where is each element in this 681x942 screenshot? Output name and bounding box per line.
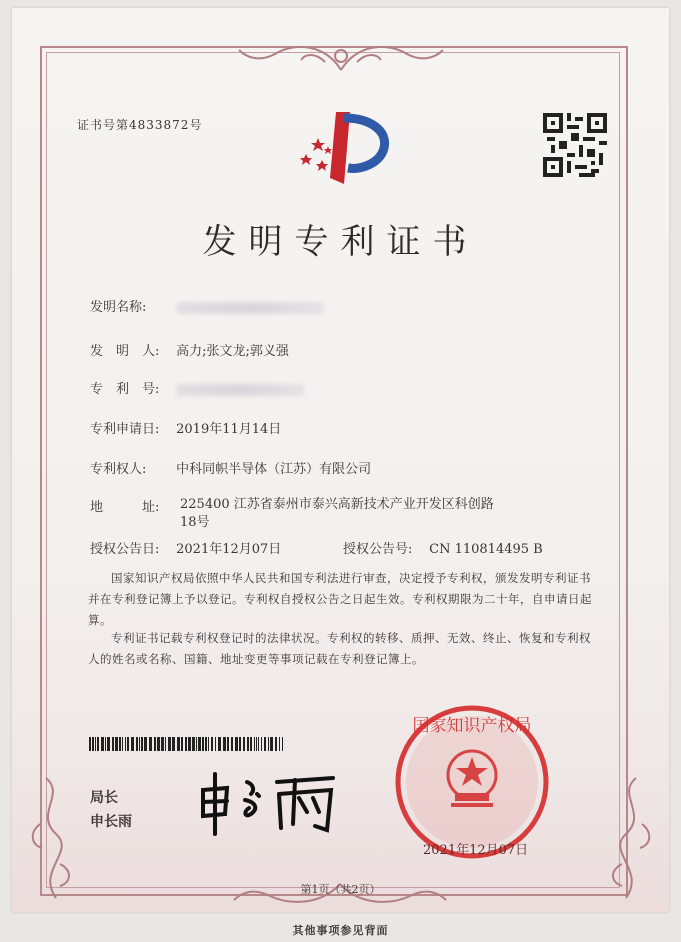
inventor-value: 高力;张文龙;郭义强 [176,344,289,359]
page-number: 第1页（共2页） [300,883,381,896]
grant-number-row [343,538,543,557]
redacted-patent-number [176,384,304,396]
certificate-number: 证书号第4833872号 [77,118,203,132]
filing-date-label: 专利申请日: [90,422,160,437]
barcode [89,736,287,750]
grant-statement-paragraph: 国家知识产权局依照中华人民共和国专利法进行审查，决定授予专利权，颁发发明专利证书并在专利登记簿上予以登记。专利权自授权公告之日起生效。专利权期限为二十年，自申请日起算。 [88,571,592,627]
patentee-row [90,458,371,477]
director-signature [195,768,345,842]
filing-date-value: 2019年11月14日 [176,422,282,437]
address-value: 225400 江苏省泰州市泰兴高新技术产业开发区科创路18号 [180,497,494,530]
certificate-title: 发明专利证书 [202,222,479,262]
seal-date: 2021年12月07日 [423,843,529,858]
grant-date-label: 授权公告日: [90,542,160,557]
patent-number-row [90,378,304,397]
legal-status-paragraph: 专利证书记载专利权登记时的法律状况。专利权的转移、质押、无效、终止、恢复和专利权人的姓名或名称、国籍、地址变更等事项记载在专利登记簿上。 [88,631,591,666]
invention-name-label: 发明名称: [90,300,147,315]
top-ornament [235,40,447,74]
redacted-invention-name [176,302,324,314]
patentee-value: 中科同帜半导体（江苏）有限公司 [176,462,372,477]
filing-date-row [90,418,281,437]
patent-number-label: 专 利 号: [90,382,160,397]
address-row [90,496,172,515]
invention-name-row [90,296,324,315]
director-name: 申长雨 [90,814,132,830]
cnipa-emblem-icon [292,108,392,192]
director-title: 局长 [90,790,118,806]
qr-code [543,113,607,177]
grant-date-row [90,538,281,557]
grant-date-value: 2021年12月07日 [176,542,282,557]
grant-number-label: 授权公告号: [343,542,413,557]
footer-note: 其他事项参见背面 [292,924,389,937]
inventor-row [90,340,289,359]
address-label: 地 址: [90,500,160,515]
patentee-label: 专利权人: [90,462,147,477]
grant-number-value: CN 110814495 B [429,542,543,557]
inventor-label: 发 明 人: [90,344,160,359]
seal-text: 国家知识产权局 [412,716,532,736]
